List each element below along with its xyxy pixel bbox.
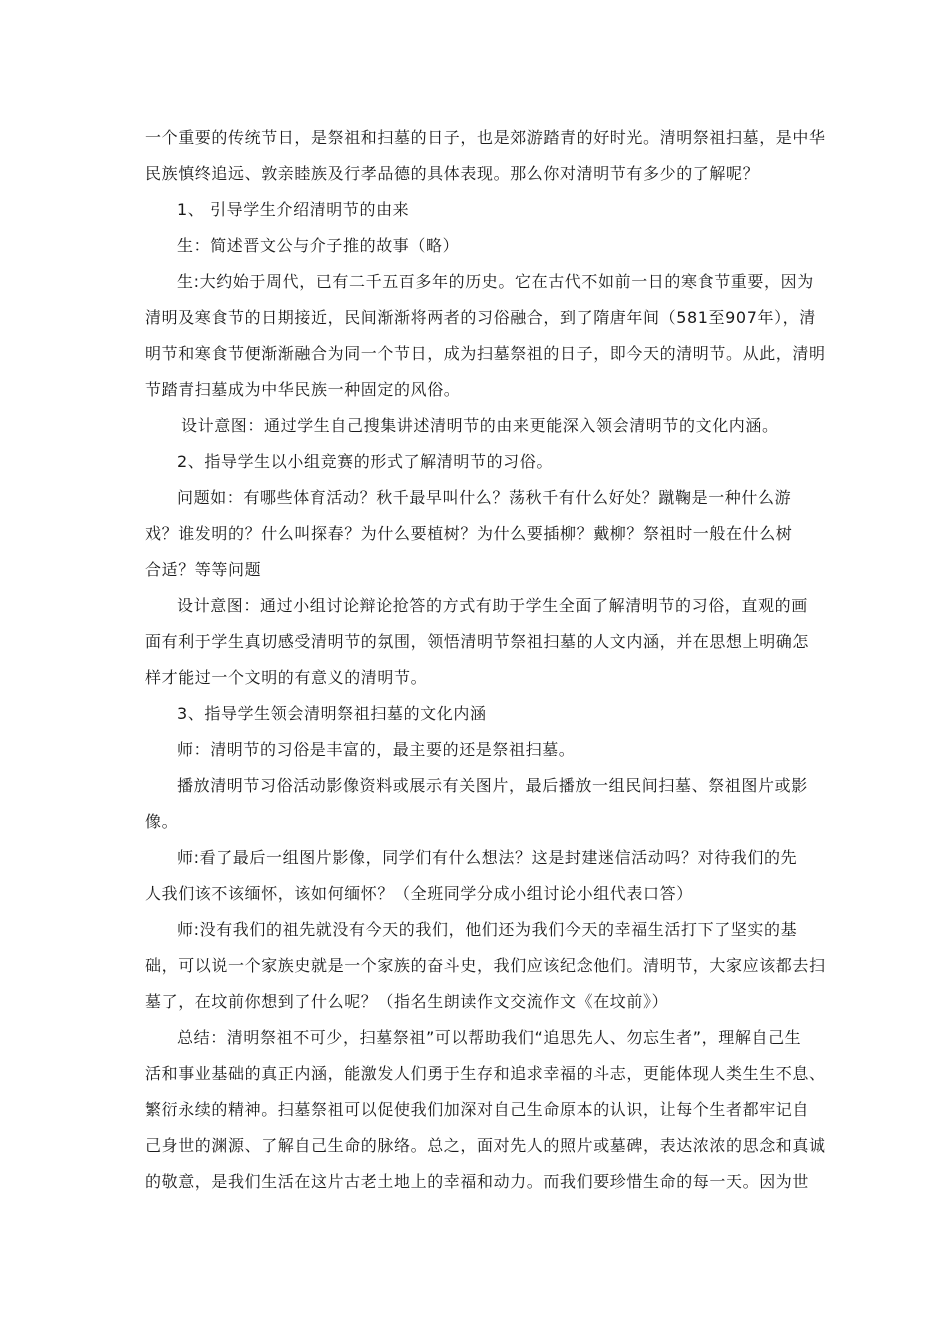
paragraph-line: 生:大约始于周代，已有二千五百多年的历史。它在古代不如前一日的寒食节重要，因为	[177, 272, 814, 291]
paragraph-line: 明节和寒食节便渐渐融合为同一个节日，成为扫墓祭祖的日子，即今天的清明节。从此，清明	[145, 344, 826, 363]
paragraph-line: 生：简述晋文公与介子推的故事（略）	[177, 236, 460, 255]
paragraph-line: 清明及寒食节的日期接近，民间渐渐将两者的习俗融合，到了隋唐年间（581至907年），清	[145, 308, 816, 327]
paragraph-line: 己身世的渊源、了解自己生命的脉络。总之，面对先人的照片或墓碑，表达浓浓的思念和真诚	[145, 1136, 826, 1155]
paragraph-line: 问题如：有哪些体育活动？秋千最早叫什么？荡秋千有什么好处？蹴鞠是一种什么游	[177, 488, 792, 507]
section-heading-2: 2、指导学生以小组竞赛的形式了解清明节的习俗。	[177, 452, 553, 471]
paragraph-line: 播放清明节习俗活动影像资料或展示有关图片，最后播放一组民间扫墓、祭祖图片或影	[177, 776, 808, 795]
design-intent-line: 设计意图：通过小组讨论辩论抢答的方式有助于学生全面了解清明节的习俗，直观的画	[177, 596, 808, 615]
paragraph-line: 的敬意，是我们生活在这片古老土地上的幸福和动力。而我们要珍惜生命的每一天。因为世	[145, 1172, 810, 1191]
paragraph-line: 民族慎终追远、敦亲睦族及行孝品德的具体表现。那么你对清明节有多少的了解呢？	[145, 164, 760, 183]
section-heading-3: 3、指导学生领会清明祭祖扫墓的文化内涵	[177, 704, 487, 723]
paragraph-line: 师:看了最后一组图片影像，同学们有什么想法？这是封建迷信活动吗？对待我们的先	[177, 848, 798, 867]
paragraph-line: 础，可以说一个家族史就是一个家族的奋斗史，我们应该纪念他们。清明节，大家应该都去扫	[145, 956, 826, 975]
paragraph-line: 样才能过一个文明的有意义的清明节。	[145, 668, 428, 687]
paragraph-line: 人我们该不该缅怀，该如何缅怀？（全班同学分成小组讨论小组代表口答）	[145, 884, 693, 903]
paragraph-line: 像。	[145, 812, 179, 831]
paragraph-line: 墓了，在坟前你想到了什么呢？（指名生朗读作文交流作文《在坟前》）	[145, 992, 669, 1011]
paragraph-line: 活和事业基础的真正内涵，能激发人们勇于生存和追求幸福的斗志，更能体现人类生生不息、	[145, 1064, 826, 1083]
summary-line: 总结：清明祭祖不可少，扫墓祭祖”可以帮助我们“追思先人、勿忘生者”，理解自己生	[177, 1028, 802, 1047]
paragraph-line: 师:没有我们的祖先就没有今天的我们，他们还为我们今天的幸福生活打下了坚实的基	[177, 920, 798, 939]
paragraph-line: 师：清明节的习俗是丰富的，最主要的还是祭祖扫墓。	[177, 740, 576, 759]
design-intent-line: 设计意图：通过学生自己搜集讲述清明节的由来更能深入领会清明节的文化内涵。	[181, 416, 779, 435]
paragraph-line: 节踏青扫墓成为中华民族一种固定的风俗。	[145, 380, 461, 399]
paragraph-line: 合适？等等问题	[145, 560, 262, 579]
paragraph-line: 繁衍永续的精神。扫墓祭祖可以促使我们加深对自己生命原本的认识，让每个生者都牢记自	[145, 1100, 810, 1119]
paragraph-line: 戏？谁发明的？什么叫探春？为什么要植树？为什么要插柳？戴柳？祭祖时一般在什么树	[145, 524, 793, 543]
paragraph-line: 面有利于学生真切感受清明节的氛围，领悟清明节祭祖扫墓的人文内涵，并在思想上明确怎	[145, 632, 810, 651]
section-heading-1: 1、 引导学生介绍清明节的由来	[177, 200, 410, 219]
paragraph-line: 一个重要的传统节日，是祭祖和扫墓的日子，也是郊游踏青的好时光。清明祭祖扫墓，是中华	[145, 128, 826, 147]
